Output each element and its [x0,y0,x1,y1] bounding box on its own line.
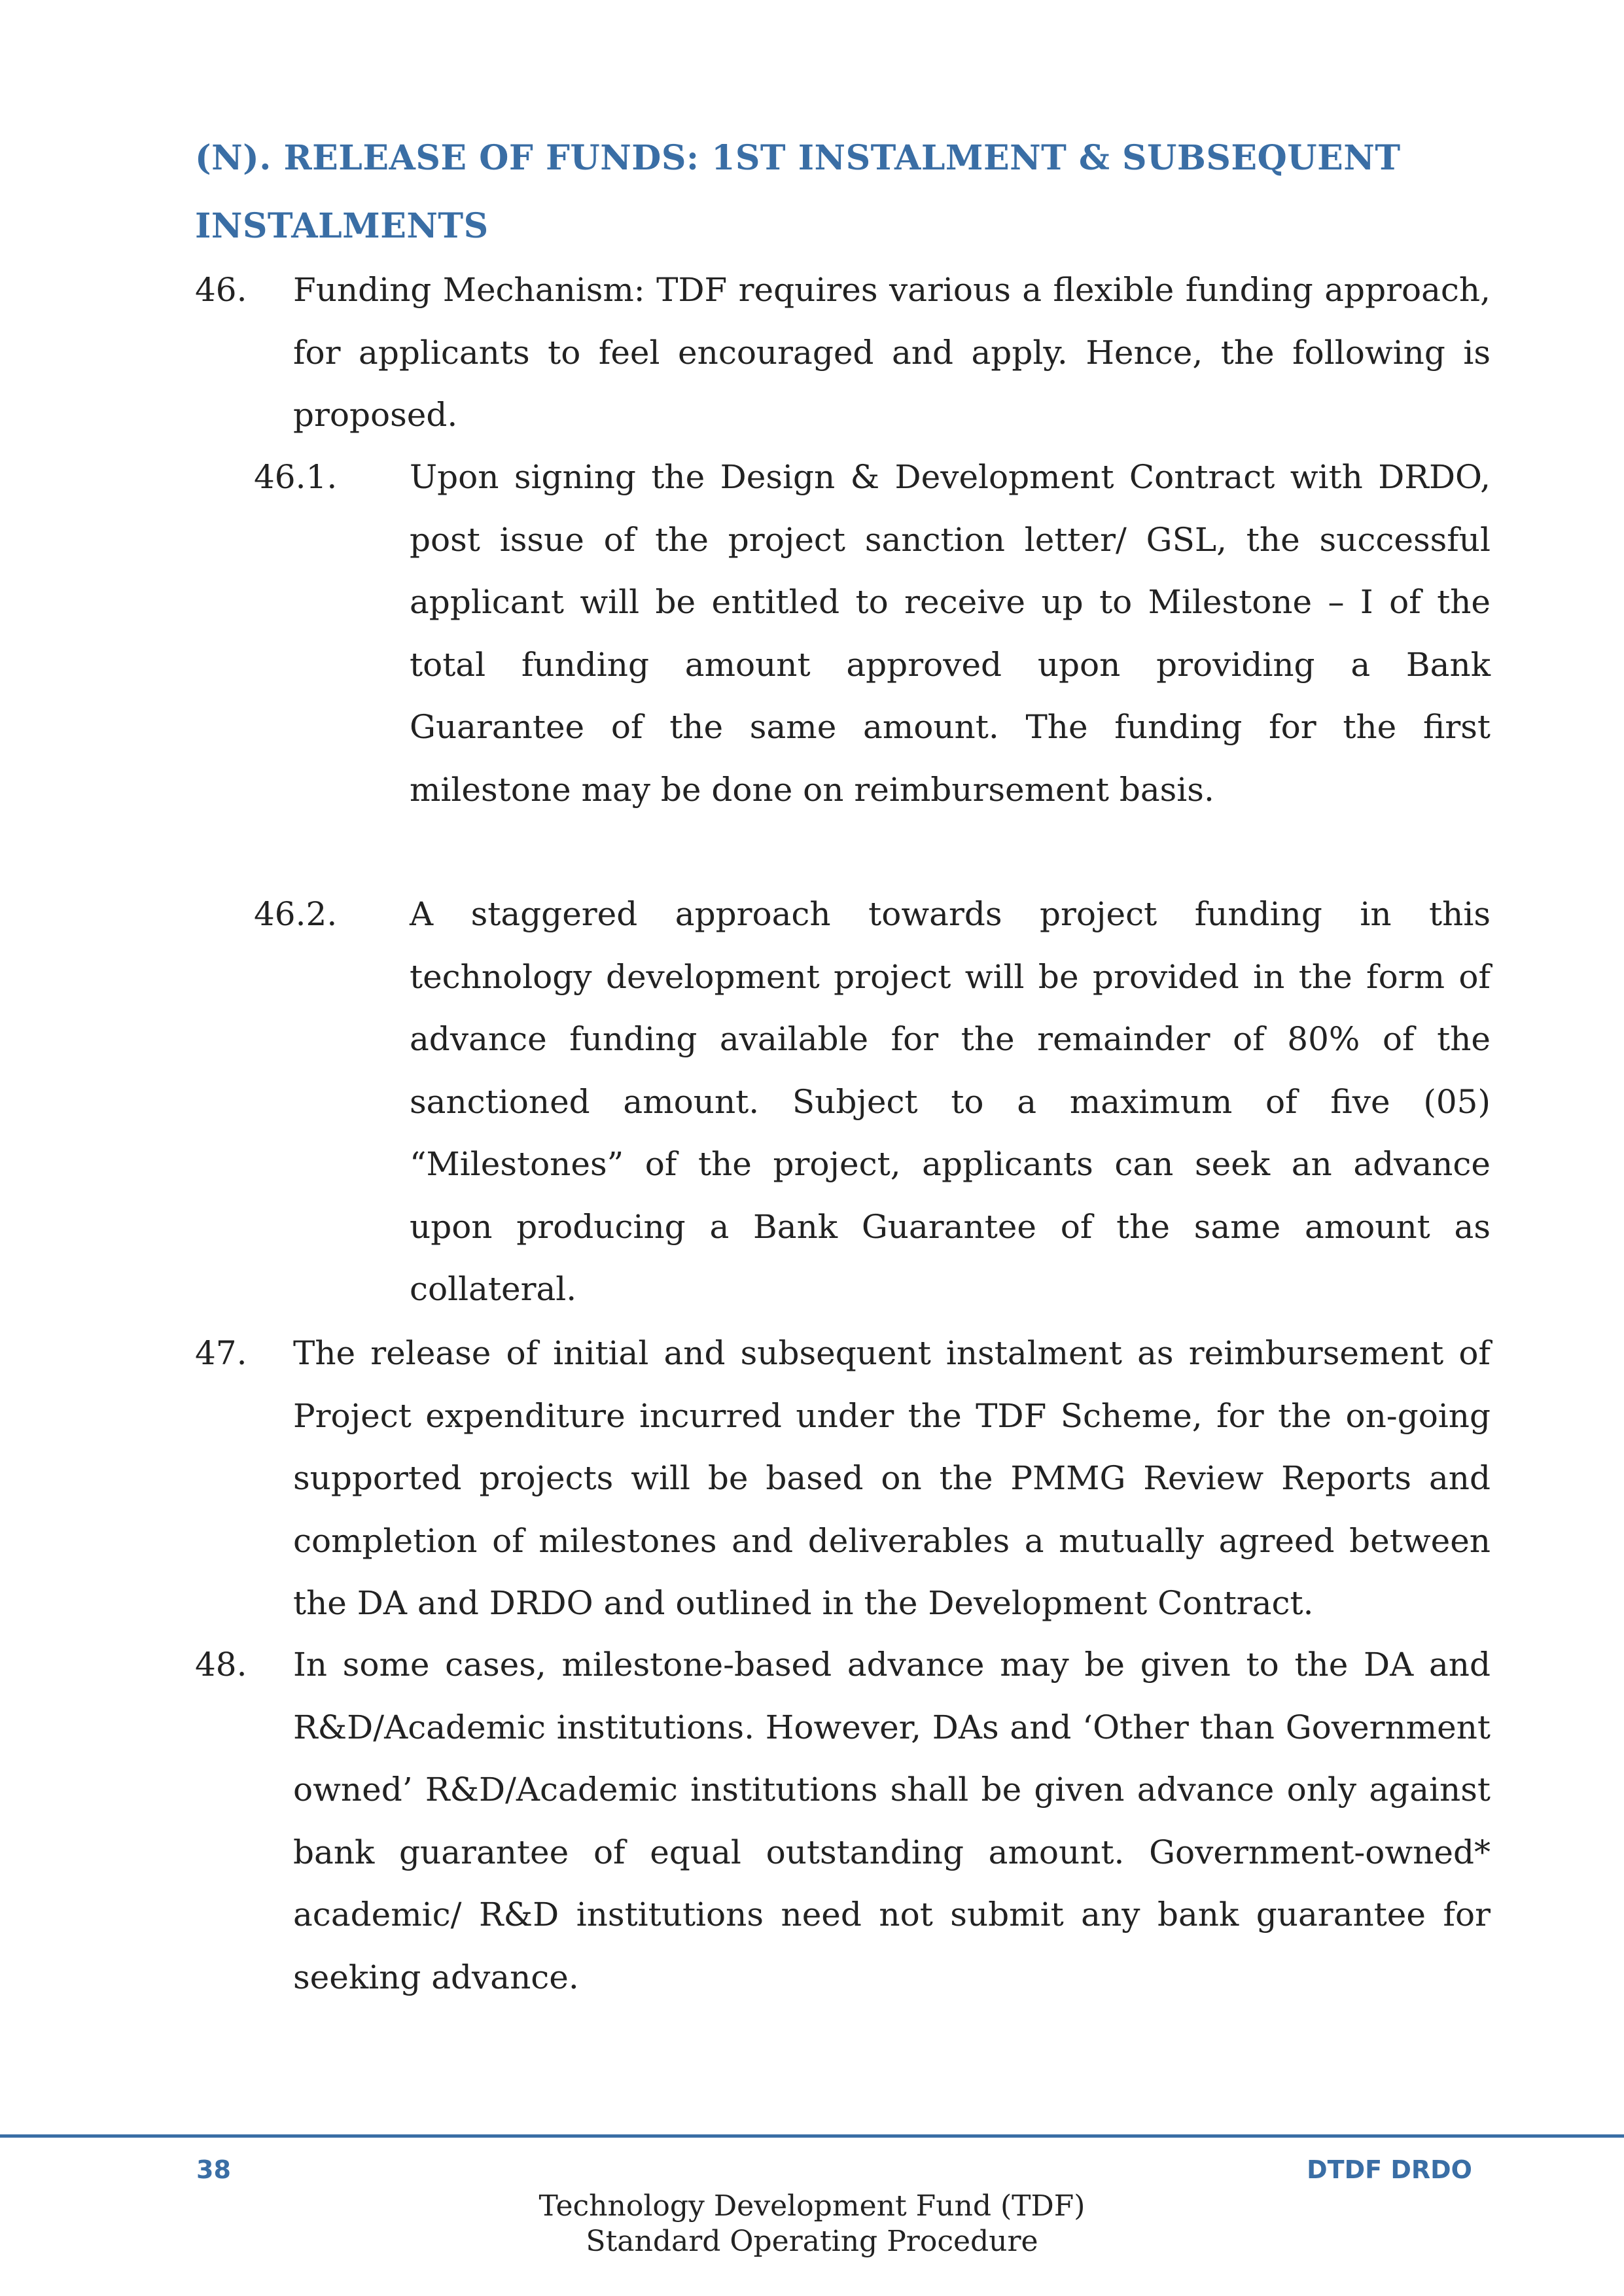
section-heading-line-2: INSTALMENTS [195,206,489,246]
paragraph-text: Funding Mechanism: TDF requires various a flexible funding approach, for applicants to feel encouraged and apply. Hence, the following is proposed. [293,271,1491,434]
footer-subtitle: Standard Operating Procedure [586,2225,1038,2258]
paragraph-text: In some cases, milestone-based advance may be given to the DA and R&D/Academic institutions. However, DAs and ‘Other than Government owned’ R&D/Academic institutions shall be given advance only against bank guarantee of equal outstanding amount. Government-owned* academic/ R&D institutions need not submit any bank guarantee for seeking advance. [293,1646,1491,1996]
paragraph-number: 46.2. [254,895,338,933]
section-heading [195,124,1491,260]
footer-divider [0,2134,1624,2138]
section-heading-line-1: (N). RELEASE OF FUNDS: 1ST INSTALMENT & SUBSEQUENT [195,138,1401,178]
paragraph-number: 48. [195,1646,247,1684]
paragraph-text: The release of initial and subsequent instalment as reimbursement of Project expenditure incurred under the TDF Scheme, for the on-going supported projects will be based on the PMMG Review Reports and completion of milestones and deliverables a mutually agreed between the DA and DRDO and outlined in the Development Contract. [293,1334,1491,1622]
page-number: 38 [196,2155,231,2184]
paragraph-number: 47. [195,1334,247,1372]
footer-title: Technology Development Fund (TDF) [538,2189,1086,2223]
paragraph-number: 46.1. [254,458,338,496]
footer-organization: DTDF DRDO [1307,2155,1472,2184]
paragraph-text: A staggered approach towards project funding in this technology development project will be provided in the form of advance funding available for the remainder of 80% of the sanctioned amount. Subject to a maximum of five (05) “Milestones” of the project, applicants can seek an advance upon producing a Bank Guarantee of the same amount as collateral. [410,895,1491,1308]
paragraph-number: 46. [195,271,247,309]
paragraph-text: Upon signing the Design & Development Contract with DRDO, post issue of the project sanction letter/ GSL, the successful applicant will be entitled to receive up to Milestone – I of the total funding amount approved upon providing a Bank Guarantee of the same amount. The funding for the first milestone may be done on reimbursement basis. [410,458,1491,809]
